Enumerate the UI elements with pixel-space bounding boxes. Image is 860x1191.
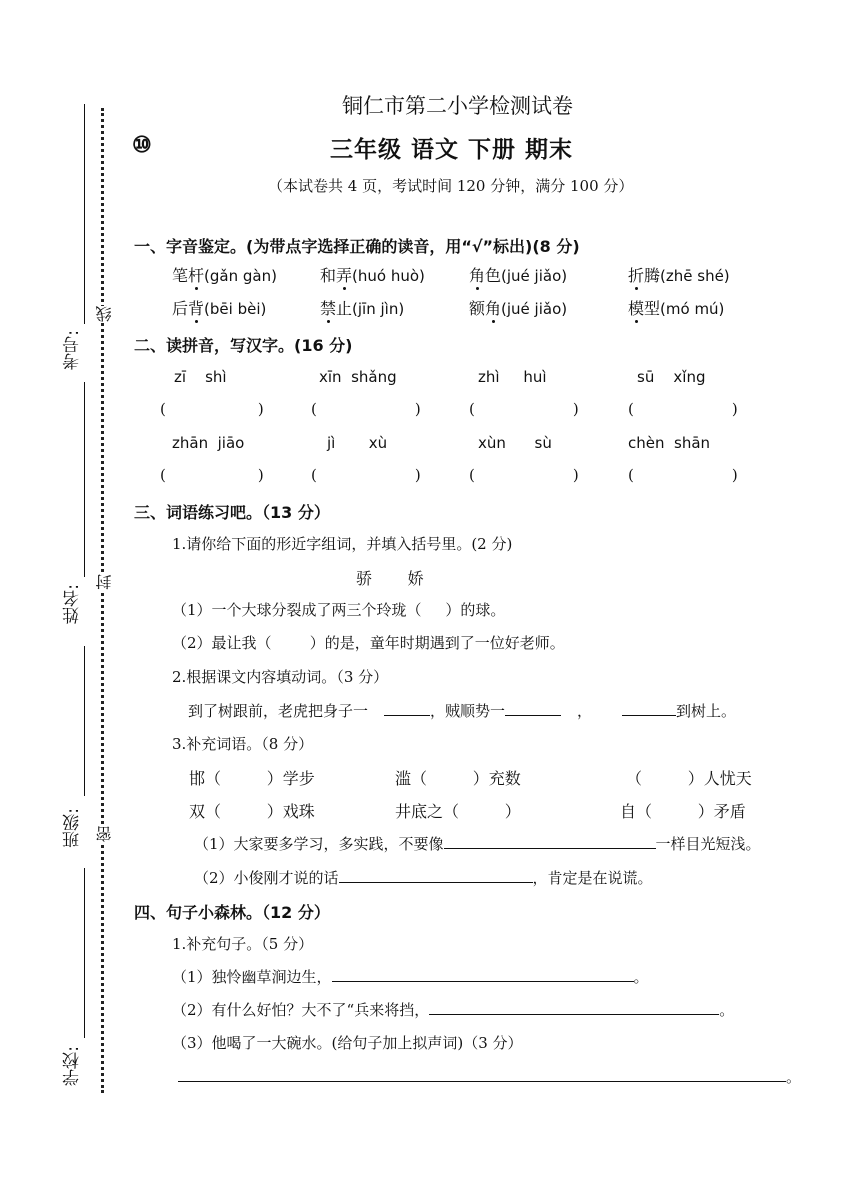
exam-no-line bbox=[84, 104, 85, 324]
s1-dot-char: 禁 bbox=[320, 296, 336, 319]
s1-pinyin: (jīn jìn) bbox=[352, 300, 405, 318]
box-open: ( bbox=[469, 466, 475, 484]
s3-q3-instruction: 3.补充词语。（8 分） bbox=[172, 735, 314, 753]
box-close: ) bbox=[257, 400, 264, 418]
s1-item-2-4 bbox=[628, 296, 724, 319]
box-close: ) bbox=[572, 400, 579, 418]
s2-answer-box-2-4[interactable] bbox=[628, 466, 738, 484]
s4-answer-line bbox=[178, 1066, 801, 1087]
section2-heading: 二、读拼音，写汉字。(16 分) bbox=[134, 336, 353, 355]
s2-pinyin-1-3: zhì huì bbox=[478, 368, 547, 386]
s1-item-1-3 bbox=[469, 263, 567, 286]
s3-q2-blank-2[interactable] bbox=[505, 701, 561, 716]
s2-answer-box-2-3[interactable] bbox=[469, 466, 579, 484]
s2-pinyin-2-2: jì xù bbox=[327, 434, 388, 452]
s1-pre: 后 bbox=[172, 299, 189, 318]
s1-post: 腾 bbox=[644, 266, 661, 285]
s4-s3-period: 。 bbox=[786, 1068, 802, 1086]
box-close: ) bbox=[257, 466, 264, 484]
s1-item-2-3 bbox=[469, 296, 567, 319]
school-test-title: 铜仁市第二小学检测试卷 bbox=[342, 94, 573, 118]
s1-item-1-2 bbox=[320, 263, 425, 286]
s3-q3-idiom-1-3[interactable]: （ ）人忧天 bbox=[626, 769, 752, 788]
name-label: 姓名: bbox=[63, 584, 83, 624]
section3-heading: 三、词语练习吧。（13 分） bbox=[134, 503, 330, 522]
box-open: ( bbox=[160, 400, 166, 418]
s1-item-1-4 bbox=[628, 263, 730, 286]
box-open: ( bbox=[628, 400, 634, 418]
s2-pinyin-1-4: sū xǐng bbox=[637, 368, 706, 386]
seal-secret-text: 密 bbox=[95, 826, 114, 842]
s1-post: 色 bbox=[485, 266, 502, 285]
s3-q3-sentence-1 bbox=[194, 833, 761, 854]
s1-dot-char: 折 bbox=[628, 263, 644, 286]
s1-pinyin: (bēi bèi) bbox=[204, 300, 267, 318]
s3-q3-s1-text-a: （1）大家要多学习，多实践，不要像 bbox=[194, 835, 444, 853]
s2-answer-box-2-1[interactable] bbox=[160, 466, 264, 484]
s3-q2-sentence bbox=[188, 700, 736, 721]
s1-pre: 额 bbox=[469, 299, 486, 318]
s2-pinyin-2-1: zhān jiāo bbox=[172, 434, 245, 452]
s2-answer-box-1-2[interactable] bbox=[311, 400, 421, 418]
s4-q1-instruction: 1.补充句子。（5 分） bbox=[172, 935, 314, 953]
s4-s2-text: （2）有什么好怕？大不了“兵来将挡， bbox=[172, 1001, 430, 1019]
s1-dot-char: 模 bbox=[628, 296, 644, 319]
s3-q2-text-a: 到了树跟前，老虎把身子一 bbox=[188, 702, 369, 720]
s3-q3-s1-blank[interactable] bbox=[444, 834, 656, 849]
s1-pinyin: (zhē shé) bbox=[660, 267, 730, 285]
box-close: ) bbox=[414, 400, 421, 418]
s1-pinyin: (gǎn gàn) bbox=[204, 267, 277, 285]
s3-q3-idiom-2-3[interactable]: 自（ ）矛盾 bbox=[620, 802, 746, 821]
seal-line-text: 线 bbox=[95, 306, 114, 322]
s4-sentence-2 bbox=[172, 999, 734, 1020]
s1-item-2-1 bbox=[172, 296, 266, 319]
s2-pinyin-1-2: xīn shǎng bbox=[319, 368, 397, 386]
s3-q3-idiom-2-2[interactable]: 井底之（ ） bbox=[395, 802, 521, 821]
s1-post: 止 bbox=[336, 299, 353, 318]
s4-sentence-3: （3）他喝了一大碗水。(给句子加上拟声词)（3 分） bbox=[172, 1034, 523, 1052]
s4-sentence-1 bbox=[172, 966, 649, 987]
school-label: 学校: bbox=[63, 1046, 83, 1086]
s2-answer-box-1-4[interactable] bbox=[628, 400, 738, 418]
s1-pre: 和 bbox=[320, 266, 337, 285]
s3-q1-chars: 骄 娇 bbox=[356, 569, 424, 588]
s1-dot-char: 杆 bbox=[188, 263, 204, 286]
section1-heading: 一、字音鉴定。(为带点字选择正确的读音，用“√”标出)(8 分) bbox=[134, 237, 580, 256]
class-line bbox=[84, 868, 85, 1038]
s4-s2-blank[interactable] bbox=[429, 1000, 719, 1015]
box-close: ) bbox=[731, 466, 738, 484]
s3-q1-instruction: 1.请你给下面的形近字组词，并填入括号里。(2 分) bbox=[172, 535, 513, 553]
paper-number-mark: ⑩ bbox=[132, 132, 152, 158]
s3-q2-text-c: ， bbox=[577, 702, 593, 720]
s3-q3-s2-text-b: ，肯定是在说谎。 bbox=[532, 869, 653, 887]
s4-s1-blank[interactable] bbox=[332, 967, 634, 982]
s3-q3-idiom-2-1[interactable]: 双（ ）戏珠 bbox=[189, 802, 315, 821]
s2-pinyin-2-4: chèn shān bbox=[628, 434, 711, 452]
s2-pinyin-2-3: xùn sù bbox=[478, 434, 552, 452]
s1-item-1-1 bbox=[172, 263, 277, 286]
seal-seal-text: 封 bbox=[95, 574, 114, 590]
s3-q2-blank-3[interactable] bbox=[622, 701, 676, 716]
paper-title: 三年级 语文 下册 期末 bbox=[330, 137, 574, 163]
name-line bbox=[84, 646, 85, 796]
s2-pinyin-1-1: zī shì bbox=[174, 368, 227, 386]
s3-q3-idiom-1-1[interactable]: 邯（ ）学步 bbox=[189, 769, 315, 788]
s3-q2-text-b: ，贼顺势一 bbox=[430, 702, 506, 720]
box-open: ( bbox=[160, 466, 166, 484]
s4-s3-blank[interactable] bbox=[178, 1067, 786, 1082]
s1-pinyin: (mó mú) bbox=[660, 300, 725, 318]
s1-pre: 笔 bbox=[172, 266, 189, 285]
s2-answer-box-2-2[interactable] bbox=[311, 466, 421, 484]
s3-q1-sentence-b[interactable]: （2）最让我（ ）的是，童年时期遇到了一位好老师。 bbox=[172, 634, 565, 652]
s4-s1-period: 。 bbox=[633, 968, 649, 986]
s1-post: 型 bbox=[644, 299, 661, 318]
s1-item-2-2 bbox=[320, 296, 404, 319]
s3-q1-sentence-a[interactable]: （1）一个大球分裂成了两三个玲珑（ ）的球。 bbox=[172, 601, 506, 619]
box-close: ) bbox=[414, 466, 421, 484]
s3-q3-s2-text-a: （2）小俊刚才说的话 bbox=[194, 869, 339, 887]
exam-no-label: 考号: bbox=[63, 330, 83, 370]
paper-note: （本试卷共 4 页，考试时间 120 分钟，满分 100 分） bbox=[268, 177, 634, 195]
dotted-binding-line bbox=[101, 108, 104, 1093]
s1-pinyin: (huó huò) bbox=[352, 267, 425, 285]
section4-heading: 四、句子小森林。（12 分） bbox=[134, 903, 330, 922]
box-open: ( bbox=[311, 466, 317, 484]
box-close: ) bbox=[572, 466, 579, 484]
s3-q2-instruction: 2.根据课文内容填动词。（3 分） bbox=[172, 668, 389, 686]
s4-s2-period: 。 bbox=[719, 1001, 735, 1019]
s1-dot-char: 角 bbox=[469, 263, 485, 286]
s1-dot-char: 背 bbox=[188, 296, 204, 319]
s3-q3-s1-text-b: 一样目光短浅。 bbox=[655, 835, 761, 853]
s3-q3-idiom-1-2[interactable]: 滥（ ）充数 bbox=[395, 769, 521, 788]
s3-q3-sentence-2 bbox=[194, 867, 653, 888]
s3-q2-text-d: 到树上。 bbox=[676, 702, 737, 720]
s1-pinyin: (jué jiǎo) bbox=[501, 300, 568, 318]
s4-s1-text: （1）独怜幽草涧边生， bbox=[172, 968, 332, 986]
s3-q2-blank-1[interactable] bbox=[384, 701, 430, 716]
s3-q3-s2-blank[interactable] bbox=[339, 868, 533, 883]
box-close: ) bbox=[731, 400, 738, 418]
s2-answer-box-1-1[interactable] bbox=[160, 400, 264, 418]
s2-answer-box-1-3[interactable] bbox=[469, 400, 579, 418]
exam-no-line-lower bbox=[84, 382, 85, 577]
box-open: ( bbox=[628, 466, 634, 484]
s1-pinyin: (jué jiǎo) bbox=[501, 267, 568, 285]
box-open: ( bbox=[311, 400, 317, 418]
box-open: ( bbox=[469, 400, 475, 418]
class-label: 班级: bbox=[63, 808, 83, 848]
s1-dot-char: 角 bbox=[485, 296, 501, 319]
s1-dot-char: 弄 bbox=[336, 263, 352, 286]
